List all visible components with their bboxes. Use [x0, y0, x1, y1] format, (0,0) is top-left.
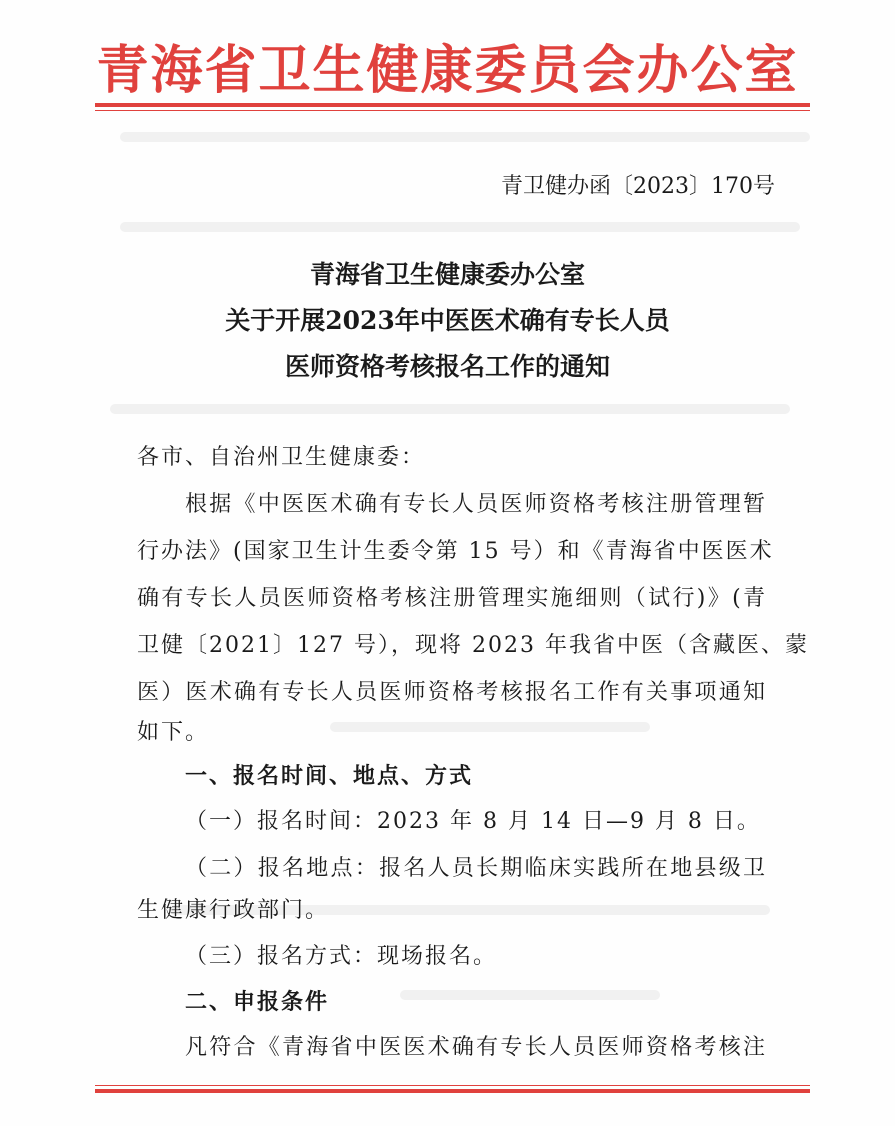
footer-rule-thick: [95, 1089, 810, 1093]
footer-rule-thin: [95, 1085, 810, 1086]
section-item: （一）报名时间：2023 年 8 月 14 日—9 月 8 日。: [185, 809, 761, 834]
body-line: 行办法》(国家卫生计生委令第 15 号）和《青海省中医医术: [137, 539, 774, 564]
section-heading: 一、报名时间、地点、方式: [185, 763, 474, 789]
section-heading: 二、申报条件: [185, 989, 330, 1015]
body-line: 确有专长人员医师资格考核注册管理实施细则（试行)》(青: [137, 586, 767, 611]
bleed-through-mark: [110, 404, 790, 414]
section-item: 生健康行政部门。: [137, 898, 330, 923]
section-text: 凡符合《青海省中医医术确有专长人员医师资格考核注: [185, 1035, 767, 1060]
bleed-through-mark: [120, 132, 810, 142]
notice-title-line-3: 医师资格考核报名工作的通知: [284, 352, 610, 381]
bleed-through-mark: [400, 990, 660, 1000]
body-line: 卫健〔2021〕127 号），现将 2023 年我省中医（含藏医、蒙: [137, 633, 809, 658]
body-line: 如下。: [137, 720, 210, 745]
document-number: 青卫健办函〔2023〕170号: [501, 174, 775, 199]
section-item: （三）报名方式：现场报名。: [185, 944, 498, 969]
letterhead-rule-thick: [95, 103, 810, 107]
notice-title-line-1: 青海省卫生健康委办公室: [309, 260, 585, 289]
letterhead-title: 青海省卫生健康委员会办公室: [96, 41, 799, 101]
body-line: 医）医术确有专长人员医师资格考核报名工作有关事项通知: [137, 680, 767, 705]
salutation: 各市、自治州卫生健康委：: [137, 445, 426, 470]
letterhead-rule-thin: [95, 110, 810, 111]
body-line: 根据《中医医术确有专长人员医师资格考核注册管理暂: [185, 492, 767, 517]
bleed-through-mark: [120, 222, 800, 232]
bleed-through-mark: [330, 722, 650, 732]
notice-title-line-2: 关于开展2023年中医医术确有专长人员: [225, 306, 670, 335]
section-item: （二）报名地点：报名人员长期临床实践所在地县级卫: [185, 856, 767, 881]
